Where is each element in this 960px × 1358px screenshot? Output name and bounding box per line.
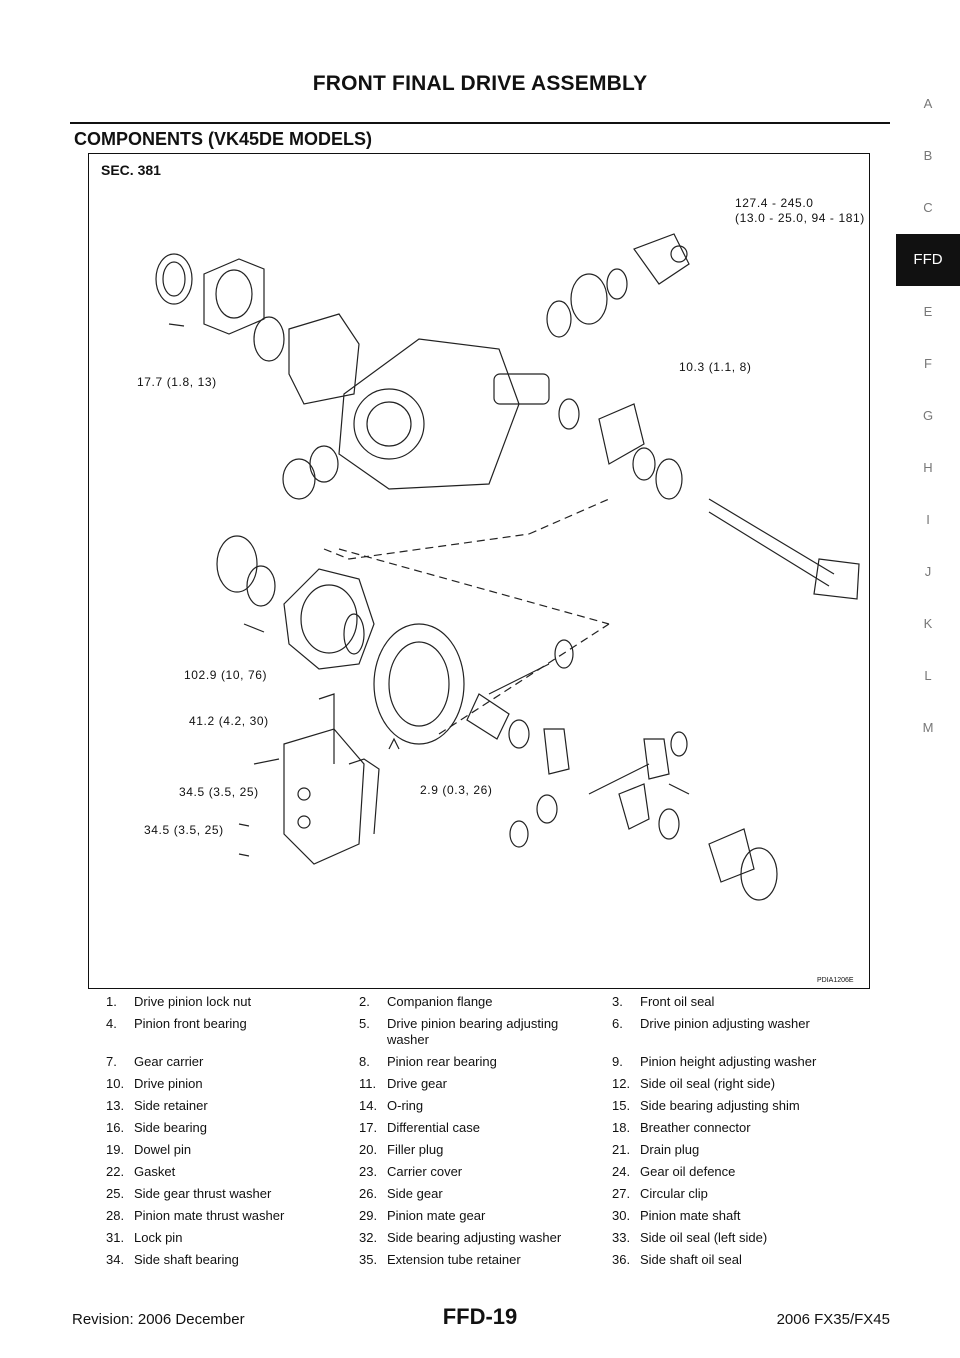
title-rule xyxy=(70,122,890,124)
legend-item-label: Side retainer xyxy=(134,1098,208,1113)
legend-item-number: 31. xyxy=(106,1230,125,1245)
legend-item-number: 15. xyxy=(612,1098,631,1113)
legend-item-number: 18. xyxy=(612,1120,631,1135)
legend-item xyxy=(106,1054,359,1070)
legend-item-label: Pinion front bearing xyxy=(134,1016,247,1031)
legend-item-label: Gear carrier xyxy=(134,1054,204,1069)
legend-item-number: 22. xyxy=(106,1164,125,1179)
legend-item xyxy=(106,1208,359,1224)
side-index-item[interactable]: J xyxy=(924,564,932,579)
legend-item-label: Differential case xyxy=(387,1120,480,1135)
legend-item-number: 11. xyxy=(359,1076,377,1091)
legend-item xyxy=(359,1076,612,1092)
legend-item-label: Circular clip xyxy=(640,1186,708,1201)
legend-item xyxy=(612,1230,865,1246)
legend-item-number: 1. xyxy=(106,994,117,1009)
legend-item-label: Front oil seal xyxy=(640,994,715,1009)
legend-item-number: 24. xyxy=(612,1164,631,1179)
side-index-item[interactable]: F xyxy=(924,356,932,371)
legend-item-number: 26. xyxy=(359,1186,378,1201)
legend-item xyxy=(612,1186,865,1202)
legend-item-label: Gear oil defence xyxy=(640,1164,736,1179)
legend-item xyxy=(106,994,359,1010)
legend-item-label: Extension tube retainer xyxy=(387,1252,521,1267)
legend-item xyxy=(359,1054,612,1070)
legend-item xyxy=(359,1186,612,1202)
torque-6: 34.5 (3.5, 25) xyxy=(179,785,259,799)
parts-legend xyxy=(106,994,866,1274)
model-label: 2006 FX35/FX45 xyxy=(776,1311,890,1328)
torque-1-secondary: (13.0 - 25.0, 94 - 181) xyxy=(735,211,865,225)
legend-item-label: Side gear xyxy=(387,1186,443,1201)
legend-item xyxy=(359,1098,612,1114)
legend-item-number: 9. xyxy=(612,1054,623,1069)
legend-item xyxy=(612,1076,865,1092)
legend-item-label: Pinion mate gear xyxy=(387,1208,486,1223)
legend-item-label: Side oil seal (right side) xyxy=(640,1076,776,1091)
legend-item xyxy=(359,1208,612,1224)
legend-item-number: 35. xyxy=(359,1252,378,1267)
legend-item-number: 6. xyxy=(612,1016,623,1031)
side-index-item[interactable]: M xyxy=(922,720,934,735)
legend-item xyxy=(106,1230,359,1246)
legend-item xyxy=(106,1252,359,1268)
torque-2: 17.7 (1.8, 13) xyxy=(137,375,217,389)
torque-1: 127.4 - 245.0 xyxy=(735,196,814,210)
legend-item-label: Drive pinion adjusting washer xyxy=(640,1016,810,1031)
legend-item-number: 10. xyxy=(106,1076,125,1091)
side-index-item[interactable]: A xyxy=(923,96,933,111)
legend-item xyxy=(612,1120,865,1136)
legend-row xyxy=(106,1164,866,1180)
legend-item-number: 32. xyxy=(359,1230,378,1245)
legend-item-label: Companion flange xyxy=(387,994,493,1009)
page-number: FFD-19 xyxy=(442,1304,518,1329)
torque-7: 34.5 (3.5, 25) xyxy=(144,823,224,837)
side-index xyxy=(896,78,960,754)
torque-8: 2.9 (0.3, 26) xyxy=(420,783,493,797)
legend-item-number: 4. xyxy=(106,1016,117,1031)
legend-item xyxy=(612,1098,865,1114)
legend-row xyxy=(106,1098,866,1114)
diagram-svg xyxy=(89,154,869,988)
side-index-item[interactable]: K xyxy=(923,616,933,631)
legend-item-label: Drive pinion lock nut xyxy=(134,994,252,1009)
legend-item-label: Side bearing adjusting washer xyxy=(387,1230,562,1245)
legend-item xyxy=(612,1164,865,1180)
revision-label: Revision: 2006 December xyxy=(72,1311,245,1328)
section-title: COMPONENTS (VK45DE MODELS) xyxy=(74,129,373,149)
side-index-item[interactable]: H xyxy=(923,460,933,475)
legend-item-label: O-ring xyxy=(387,1098,424,1113)
legend-item xyxy=(106,1164,359,1180)
legend-item-label: Side oil seal (left side) xyxy=(640,1230,768,1245)
legend-item-number: 20. xyxy=(359,1142,378,1157)
legend-item-number: 12. xyxy=(612,1076,631,1091)
legend-row xyxy=(106,1252,866,1268)
legend-item xyxy=(359,1230,612,1246)
legend-item-label: Drive pinion xyxy=(134,1076,203,1091)
legend-item xyxy=(106,1076,359,1092)
legend-item-number: 29. xyxy=(359,1208,378,1223)
side-index-item[interactable]: B xyxy=(923,148,933,163)
legend-row xyxy=(106,1208,866,1224)
legend-item-number: 34. xyxy=(106,1252,125,1267)
legend-row xyxy=(106,1230,866,1246)
legend-item-number: 13. xyxy=(106,1098,125,1113)
torque-3: 10.3 (1.1, 8) xyxy=(679,360,752,374)
legend-item xyxy=(106,1120,359,1136)
legend-item-number: 14. xyxy=(359,1098,378,1113)
legend-item xyxy=(359,1252,612,1268)
legend-item xyxy=(359,1016,612,1048)
legend-item xyxy=(106,1016,359,1048)
legend-item-label: Side shaft oil seal xyxy=(640,1252,742,1267)
legend-item-label: Pinion rear bearing xyxy=(387,1054,497,1069)
page-title: FRONT FINAL DRIVE ASSEMBLY xyxy=(312,72,648,95)
legend-item-label: Pinion height adjusting washer xyxy=(640,1054,817,1069)
legend-item xyxy=(359,994,612,1010)
legend-item-label: Dowel pin xyxy=(134,1142,192,1157)
legend-item-number: 8. xyxy=(359,1054,370,1069)
exploded-diagram xyxy=(88,153,870,989)
legend-item-label: Side bearing xyxy=(134,1120,207,1135)
legend-item-number: 7. xyxy=(106,1054,117,1069)
legend-item-number: 21. xyxy=(612,1142,631,1157)
legend-item xyxy=(359,1164,612,1180)
sec-label: SEC. 381 xyxy=(101,162,161,178)
legend-item xyxy=(359,1120,612,1136)
legend-item-number: 23. xyxy=(359,1164,378,1179)
legend-item-label: Side shaft bearing xyxy=(134,1252,239,1267)
legend-item-number: 19. xyxy=(106,1142,125,1157)
side-index-item[interactable]: I xyxy=(926,512,930,527)
legend-item-label: Carrier cover xyxy=(387,1164,463,1179)
torque-4: 102.9 (10, 76) xyxy=(184,668,268,682)
side-index-item[interactable]: L xyxy=(924,668,932,683)
legend-row xyxy=(106,1142,866,1158)
legend-item-number: 5. xyxy=(359,1016,370,1031)
legend-item-label: Gasket xyxy=(134,1164,176,1179)
side-index-item-active[interactable]: FFD xyxy=(896,234,960,286)
legend-row xyxy=(106,1016,866,1048)
legend-row xyxy=(106,1186,866,1202)
legend-item xyxy=(612,994,865,1010)
legend-item-number: 25. xyxy=(106,1186,125,1201)
legend-row xyxy=(106,1054,866,1070)
legend-item-label: Side gear thrust washer xyxy=(134,1186,272,1201)
legend-item-label: Drive pinion bearing adjusting washer xyxy=(387,1016,559,1047)
legend-item-label: Lock pin xyxy=(134,1230,183,1245)
side-index-item[interactable]: C xyxy=(923,200,933,215)
torque-5: 41.2 (4.2, 30) xyxy=(189,714,269,728)
side-index-item[interactable]: G xyxy=(922,408,934,423)
legend-row xyxy=(106,1120,866,1136)
legend-item-number: 36. xyxy=(612,1252,631,1267)
legend-item-number: 3. xyxy=(612,994,623,1009)
legend-row xyxy=(106,1076,866,1092)
legend-item-label: Pinion mate shaft xyxy=(640,1208,741,1223)
legend-item-number: 27. xyxy=(612,1186,631,1201)
legend-item-label: Side bearing adjusting shim xyxy=(640,1098,800,1113)
legend-item-number: 30. xyxy=(612,1208,631,1223)
legend-item-label: Pinion mate thrust washer xyxy=(134,1208,285,1223)
legend-item xyxy=(359,1142,612,1158)
legend-item xyxy=(106,1142,359,1158)
legend-item xyxy=(106,1098,359,1114)
legend-item xyxy=(612,1252,865,1268)
legend-item-label: Drive gear xyxy=(387,1076,447,1091)
legend-item-number: 2. xyxy=(359,994,370,1009)
legend-item-label: Drain plug xyxy=(640,1142,700,1157)
legend-item-label: Filler plug xyxy=(387,1142,444,1157)
legend-item-label: Breather connector xyxy=(640,1120,751,1135)
legend-item xyxy=(612,1142,865,1158)
legend-row xyxy=(106,994,866,1010)
legend-item xyxy=(612,1208,865,1224)
legend-item xyxy=(106,1186,359,1202)
legend-item xyxy=(612,1054,865,1070)
legend-item-number: 17. xyxy=(359,1120,378,1135)
legend-item-number: 28. xyxy=(106,1208,125,1223)
legend-item-number: 33. xyxy=(612,1230,631,1245)
side-index-item[interactable]: E xyxy=(923,304,933,319)
legend-item-number: 16. xyxy=(106,1120,125,1135)
figure-code: PDIA1206E xyxy=(817,977,854,984)
legend-item xyxy=(612,1016,865,1048)
